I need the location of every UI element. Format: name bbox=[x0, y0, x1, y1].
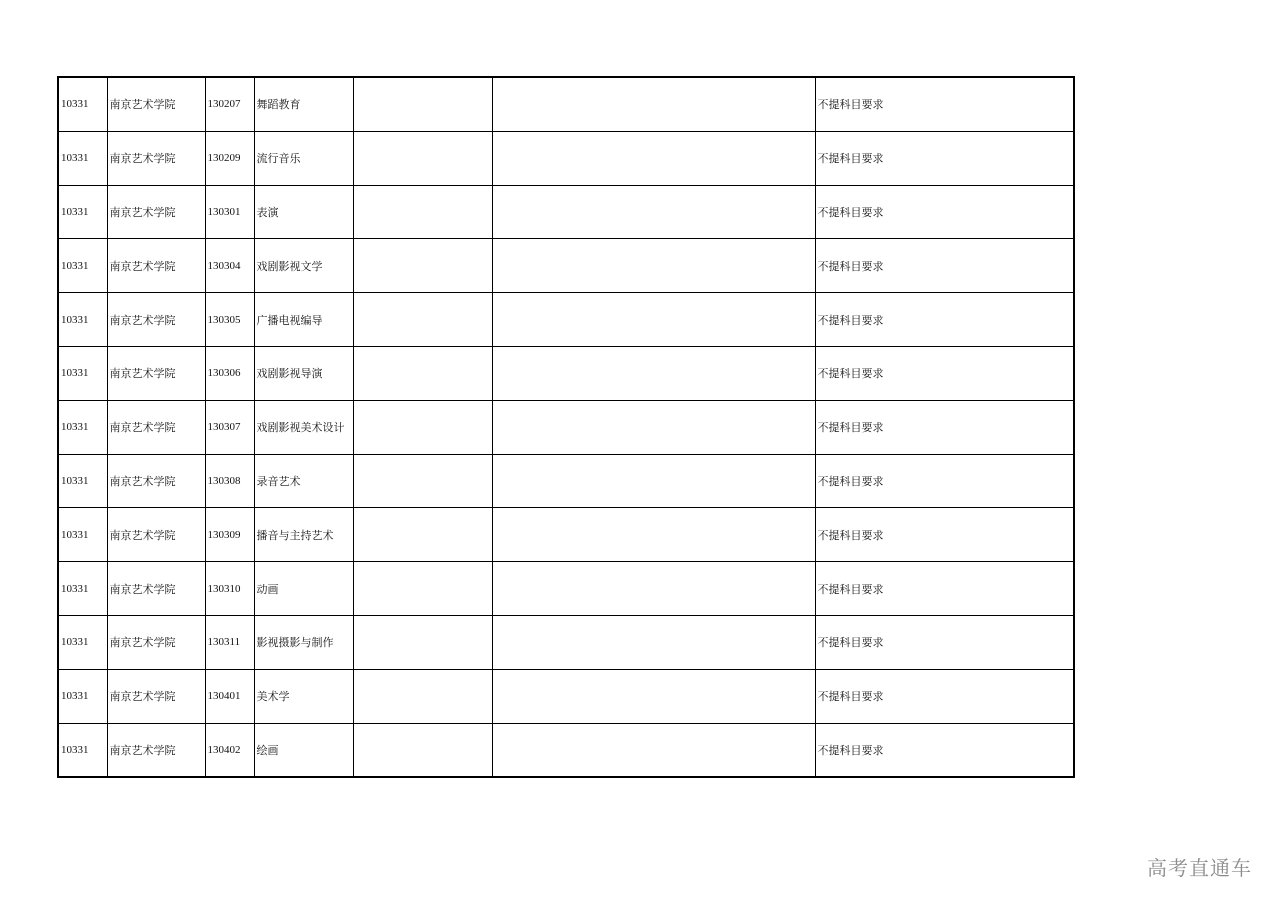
table-row bbox=[58, 77, 1074, 131]
major-code-cell: 130301 bbox=[205, 185, 254, 239]
school-name-cell: 南京艺术学院 bbox=[107, 293, 205, 347]
school-name-cell: 南京艺术学院 bbox=[107, 77, 205, 131]
major-name-cell: 绘画 bbox=[254, 723, 353, 777]
school-code-cell: 10331 bbox=[58, 239, 107, 293]
school-code-cell: 10331 bbox=[58, 723, 107, 777]
table-row bbox=[58, 131, 1074, 185]
table-row bbox=[58, 508, 1074, 562]
major-name-cell: 戏剧影视文学 bbox=[254, 239, 353, 293]
empty-cell bbox=[492, 346, 815, 400]
major-name-cell: 流行音乐 bbox=[254, 131, 353, 185]
subject-requirement-cell: 不提科目要求 bbox=[815, 239, 1074, 293]
empty-cell bbox=[492, 293, 815, 347]
table-row bbox=[58, 454, 1074, 508]
empty-cell bbox=[492, 239, 815, 293]
empty-cell bbox=[353, 185, 492, 239]
watermark-text: 高考直通车 bbox=[1147, 856, 1252, 880]
empty-cell bbox=[353, 562, 492, 616]
major-code-cell: 130309 bbox=[205, 508, 254, 562]
table-row bbox=[58, 615, 1074, 669]
empty-cell bbox=[492, 562, 815, 616]
empty-cell bbox=[353, 669, 492, 723]
major-code-cell: 130401 bbox=[205, 669, 254, 723]
subject-requirement-cell: 不提科目要求 bbox=[815, 454, 1074, 508]
empty-cell bbox=[492, 400, 815, 454]
school-code-cell: 10331 bbox=[58, 346, 107, 400]
major-code-cell: 130207 bbox=[205, 77, 254, 131]
major-code-cell: 130307 bbox=[205, 400, 254, 454]
major-code-cell: 130402 bbox=[205, 723, 254, 777]
table-row bbox=[58, 400, 1074, 454]
empty-cell bbox=[492, 615, 815, 669]
empty-cell bbox=[353, 293, 492, 347]
major-code-cell: 130310 bbox=[205, 562, 254, 616]
major-code-cell: 130305 bbox=[205, 293, 254, 347]
subject-requirement-cell: 不提科目要求 bbox=[815, 669, 1074, 723]
empty-cell bbox=[353, 131, 492, 185]
empty-cell bbox=[353, 77, 492, 131]
major-name-cell: 戏剧影视美术设计 bbox=[254, 400, 353, 454]
empty-cell bbox=[492, 131, 815, 185]
table-row bbox=[58, 239, 1074, 293]
school-code-cell: 10331 bbox=[58, 77, 107, 131]
school-code-cell: 10331 bbox=[58, 454, 107, 508]
table-row bbox=[58, 723, 1074, 777]
major-name-cell: 美术学 bbox=[254, 669, 353, 723]
empty-cell bbox=[492, 454, 815, 508]
subject-requirement-cell: 不提科目要求 bbox=[815, 131, 1074, 185]
school-name-cell: 南京艺术学院 bbox=[107, 723, 205, 777]
empty-cell bbox=[353, 454, 492, 508]
table-body bbox=[58, 77, 1074, 777]
school-code-cell: 10331 bbox=[58, 185, 107, 239]
major-code-cell: 130311 bbox=[205, 615, 254, 669]
table-row bbox=[58, 669, 1074, 723]
school-name-cell: 南京艺术学院 bbox=[107, 615, 205, 669]
subject-requirement-cell: 不提科目要求 bbox=[815, 562, 1074, 616]
empty-cell bbox=[492, 77, 815, 131]
subject-requirement-cell: 不提科目要求 bbox=[815, 77, 1074, 131]
empty-cell bbox=[492, 508, 815, 562]
school-name-cell: 南京艺术学院 bbox=[107, 346, 205, 400]
major-name-cell: 播音与主持艺术 bbox=[254, 508, 353, 562]
table-row bbox=[58, 346, 1074, 400]
school-name-cell: 南京艺术学院 bbox=[107, 131, 205, 185]
school-code-cell: 10331 bbox=[58, 669, 107, 723]
major-name-cell: 动画 bbox=[254, 562, 353, 616]
major-code-cell: 130306 bbox=[205, 346, 254, 400]
school-name-cell: 南京艺术学院 bbox=[107, 239, 205, 293]
major-code-cell: 130308 bbox=[205, 454, 254, 508]
subject-requirement-cell: 不提科目要求 bbox=[815, 400, 1074, 454]
empty-cell bbox=[492, 723, 815, 777]
empty-cell bbox=[353, 508, 492, 562]
school-code-cell: 10331 bbox=[58, 293, 107, 347]
empty-cell bbox=[492, 669, 815, 723]
school-name-cell: 南京艺术学院 bbox=[107, 400, 205, 454]
school-name-cell: 南京艺术学院 bbox=[107, 508, 205, 562]
table-row bbox=[58, 562, 1074, 616]
major-name-cell: 广播电视编导 bbox=[254, 293, 353, 347]
school-code-cell: 10331 bbox=[58, 131, 107, 185]
school-code-cell: 10331 bbox=[58, 508, 107, 562]
subject-requirement-cell: 不提科目要求 bbox=[815, 615, 1074, 669]
subject-requirement-cell: 不提科目要求 bbox=[815, 508, 1074, 562]
school-code-cell: 10331 bbox=[58, 562, 107, 616]
subject-requirement-cell: 不提科目要求 bbox=[815, 293, 1074, 347]
subject-requirement-cell: 不提科目要求 bbox=[815, 185, 1074, 239]
empty-cell bbox=[353, 400, 492, 454]
major-name-cell: 影视摄影与制作 bbox=[254, 615, 353, 669]
school-code-cell: 10331 bbox=[58, 400, 107, 454]
major-name-cell: 表演 bbox=[254, 185, 353, 239]
empty-cell bbox=[492, 185, 815, 239]
school-name-cell: 南京艺术学院 bbox=[107, 669, 205, 723]
table-row bbox=[58, 185, 1074, 239]
school-name-cell: 南京艺术学院 bbox=[107, 185, 205, 239]
empty-cell bbox=[353, 346, 492, 400]
major-code-cell: 130209 bbox=[205, 131, 254, 185]
major-code-cell: 130304 bbox=[205, 239, 254, 293]
empty-cell bbox=[353, 723, 492, 777]
empty-cell bbox=[353, 239, 492, 293]
major-name-cell: 舞蹈教育 bbox=[254, 77, 353, 131]
subject-requirement-cell: 不提科目要求 bbox=[815, 346, 1074, 400]
major-name-cell: 录音艺术 bbox=[254, 454, 353, 508]
subject-requirements-table bbox=[57, 76, 1075, 778]
major-name-cell: 戏剧影视导演 bbox=[254, 346, 353, 400]
school-name-cell: 南京艺术学院 bbox=[107, 454, 205, 508]
subject-requirement-cell: 不提科目要求 bbox=[815, 723, 1074, 777]
school-name-cell: 南京艺术学院 bbox=[107, 562, 205, 616]
empty-cell bbox=[353, 615, 492, 669]
school-code-cell: 10331 bbox=[58, 615, 107, 669]
table-row bbox=[58, 293, 1074, 347]
